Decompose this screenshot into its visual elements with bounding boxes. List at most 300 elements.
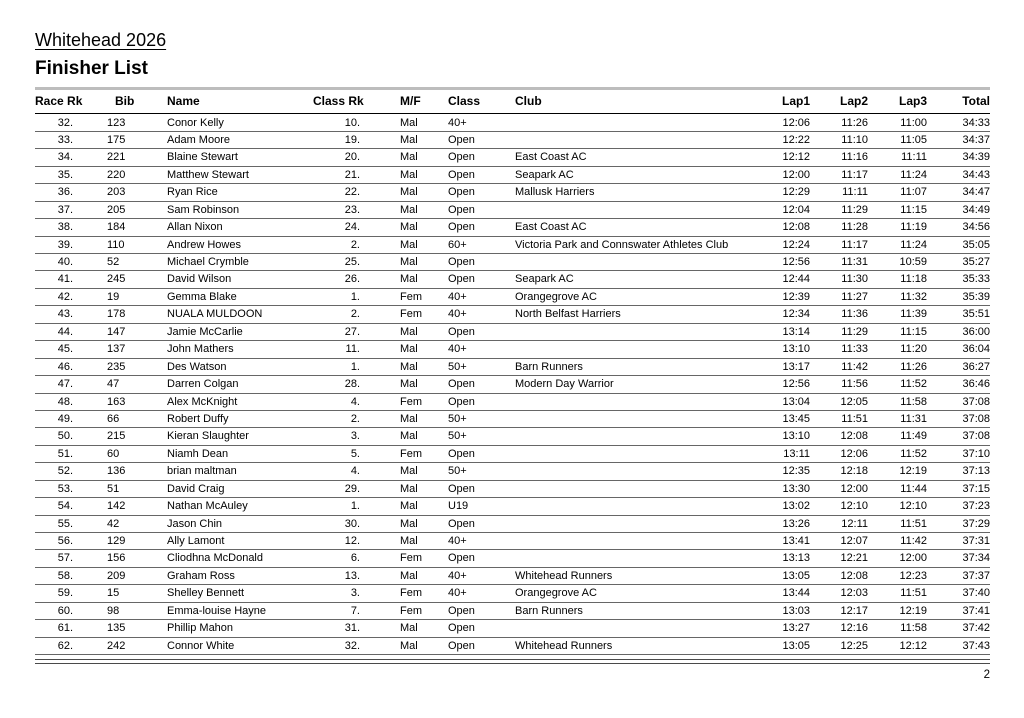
cell-total: 35:05 (962, 238, 990, 251)
cell-lap1: 12:12 (782, 151, 810, 164)
cell-lap1: 12:22 (782, 133, 810, 146)
cell-race-rank: 52. (57, 465, 73, 478)
cell-race-rank: 62. (57, 639, 73, 652)
cell-name: Kieran Slaughter (167, 430, 249, 443)
cell-class-rank: 3. (350, 430, 360, 443)
cell-class: Open (448, 639, 475, 652)
table-row (35, 603, 990, 620)
cell-total: 37:08 (962, 395, 990, 408)
cell-class: 40+ (448, 308, 467, 321)
cell-lap2: 12:08 (840, 430, 868, 443)
cell-lap1: 13:26 (782, 517, 810, 530)
cell-class: Open (448, 186, 475, 199)
cell-lap1: 13:44 (782, 587, 810, 600)
cell-total: 37:08 (962, 430, 990, 443)
cell-class: 40+ (448, 116, 467, 129)
cell-name: Darren Colgan (167, 378, 239, 391)
cell-bib: 15 (107, 587, 120, 600)
cell-name: Gemma Blake (167, 290, 237, 303)
cell-total: 37:15 (962, 482, 990, 495)
cell-lap1: 12:24 (782, 238, 810, 251)
column-header-total: Total (962, 94, 990, 108)
cell-name: Nathan McAuley (167, 500, 248, 513)
cell-class: Open (448, 151, 475, 164)
table-row (35, 463, 990, 480)
cell-mf: Mal (400, 151, 418, 164)
cell-race-rank: 41. (57, 273, 73, 286)
cell-lap3: 11:51 (900, 587, 927, 600)
cell-club: Whitehead Runners (515, 569, 613, 582)
cell-lap3: 10:59 (899, 256, 927, 268)
cell-class: 50+ (448, 430, 467, 443)
cell-lap1: 12:04 (782, 203, 810, 216)
cell-class: 40+ (448, 587, 467, 600)
cell-lap1: 12:34 (782, 308, 810, 321)
cell-name: Emma-louise Hayne (167, 604, 267, 617)
cell-mf: Mal (400, 378, 418, 391)
cell-race-rank: 37. (57, 203, 73, 216)
cell-lap1: 13:04 (782, 395, 810, 408)
cell-name: Ryan Rice (167, 186, 218, 199)
cell-lap2: 11:11 (842, 186, 868, 199)
cell-class-rank: 32. (344, 639, 360, 652)
table-row (35, 202, 990, 219)
cell-race-rank: 39. (57, 238, 73, 251)
cell-class: 40+ (448, 569, 467, 582)
cell-lap3: 11:00 (900, 116, 927, 129)
table-row (35, 289, 990, 306)
cell-class: Open (448, 552, 475, 565)
cell-lap3: 11:24 (900, 168, 927, 181)
cell-lap1: 12:56 (782, 378, 810, 391)
cell-class-rank: 6. (350, 552, 360, 565)
cell-mf: Mal (400, 343, 418, 356)
cell-lap1: 13:10 (782, 430, 810, 443)
cell-club: Whitehead Runners (515, 639, 613, 652)
cell-class: Open (448, 604, 475, 617)
cell-lap1: 12:06 (782, 116, 810, 129)
cell-lap1: 13:11 (783, 447, 810, 460)
cell-class-rank: 26. (344, 273, 360, 286)
cell-lap3: 11:11 (901, 151, 927, 164)
cell-bib: 47 (107, 378, 120, 391)
cell-lap2: 12:18 (840, 465, 868, 478)
cell-lap3: 11:20 (900, 343, 927, 356)
cell-bib: 60 (107, 447, 120, 460)
cell-lap2: 12:11 (841, 517, 868, 530)
cell-total: 36:04 (962, 343, 990, 356)
page-title: Finisher List (35, 58, 148, 79)
cell-race-rank: 50. (57, 430, 73, 443)
cell-club: Seapark AC (515, 168, 574, 181)
cell-mf: Mal (400, 256, 418, 268)
cell-lap2: 12:00 (840, 482, 868, 495)
cell-lap2: 11:29 (841, 203, 868, 216)
cell-class: 40+ (448, 343, 467, 356)
cell-total: 34:37 (962, 133, 990, 146)
cell-race-rank: 55. (57, 517, 73, 530)
cell-class-rank: 20. (344, 151, 360, 164)
cell-name: Sam Robinson (167, 203, 240, 216)
cell-name: John Mathers (167, 343, 234, 356)
cell-name: David Craig (167, 482, 225, 495)
cell-lap1: 13:45 (782, 412, 810, 425)
cell-name: Conor Kelly (167, 116, 224, 129)
cell-mf: Mal (400, 500, 418, 513)
cell-bib: 245 (107, 273, 126, 286)
cell-class: Open (448, 133, 475, 146)
cell-mf: Mal (400, 482, 418, 495)
table-row (35, 167, 990, 184)
cell-name: Michael Crymble (167, 256, 249, 268)
cell-race-rank: 33. (57, 133, 73, 146)
cell-mf: Mal (400, 569, 418, 582)
cell-class-rank: 3. (350, 587, 360, 600)
column-header-mf: M/F (400, 94, 421, 108)
cell-lap2: 11:29 (841, 325, 868, 338)
cell-class: Open (448, 482, 475, 495)
cell-race-rank: 61. (57, 622, 73, 635)
column-header-class: Class (448, 94, 481, 108)
cell-club: East Coast AC (515, 221, 587, 234)
cell-mf: Mal (400, 238, 418, 251)
cell-name: Alex McKnight (167, 395, 238, 408)
column-header-club: Club (515, 94, 542, 108)
cell-club: North Belfast Harriers (515, 308, 621, 321)
cell-name: Ally Lamont (167, 535, 225, 547)
cell-mf: Fem (400, 447, 422, 460)
cell-race-rank: 58. (57, 569, 73, 582)
cell-bib: 110 (107, 238, 125, 251)
cell-lap1: 12:08 (782, 221, 810, 234)
cell-class: Open (448, 325, 475, 338)
table-row (35, 237, 990, 254)
table-row (35, 550, 990, 567)
cell-lap1: 13:05 (782, 569, 810, 582)
table-row (35, 324, 990, 341)
cell-lap2: 11:17 (841, 238, 868, 251)
cell-lap2: 12:17 (840, 604, 868, 617)
cell-lap1: 13:17 (782, 360, 810, 373)
cell-club: Orangegrove AC (515, 290, 597, 303)
table-row (35, 341, 990, 358)
cell-race-rank: 34. (57, 151, 73, 164)
cell-total: 37:31 (962, 535, 990, 547)
cell-name: Niamh Dean (167, 447, 229, 460)
cell-total: 35:27 (962, 256, 990, 268)
cell-total: 34:43 (962, 168, 990, 181)
cell-class: 40+ (448, 535, 467, 547)
table-row (35, 254, 990, 271)
column-header-lap2: Lap2 (839, 94, 868, 108)
cell-name: Robert Duffy (167, 412, 229, 425)
cell-mf: Fem (400, 552, 422, 565)
cell-class-rank: 1. (350, 500, 360, 513)
cell-class: Open (448, 221, 475, 234)
cell-club: Seapark AC (515, 273, 574, 286)
cell-name: Jamie McCarlie (167, 325, 243, 338)
cell-bib: 142 (107, 500, 126, 513)
cell-name: Des Watson (167, 360, 227, 373)
cell-class: 50+ (448, 465, 467, 478)
cell-name: Blaine Stewart (167, 151, 238, 164)
table-row (35, 533, 990, 550)
cell-total: 36:27 (962, 360, 990, 373)
cell-bib: 221 (107, 151, 126, 164)
cell-mf: Mal (400, 116, 418, 129)
cell-mf: Mal (400, 412, 418, 425)
cell-bib: 129 (107, 535, 126, 547)
cell-lap3: 11:58 (900, 395, 927, 408)
cell-mf: Mal (400, 133, 418, 146)
cell-lap3: 11:44 (900, 482, 927, 495)
cell-club: Mallusk Harriers (515, 186, 595, 199)
cell-lap1: 12:35 (782, 465, 810, 478)
cell-race-rank: 43. (57, 308, 73, 321)
cell-mf: Fem (400, 587, 422, 600)
cell-lap1: 12:00 (782, 168, 810, 181)
table-row (35, 498, 990, 515)
cell-race-rank: 36. (57, 186, 73, 199)
cell-class-rank: 22. (344, 186, 360, 199)
table-row (35, 481, 990, 498)
cell-total: 34:56 (962, 221, 990, 234)
table-row (35, 306, 990, 323)
table-row (35, 271, 990, 288)
cell-lap1: 12:56 (782, 256, 810, 268)
cell-name: Andrew Howes (167, 238, 241, 251)
cell-club: Modern Day Warrior (515, 378, 614, 391)
cell-lap3: 11:05 (900, 133, 927, 146)
cell-race-rank: 48. (57, 395, 73, 408)
cell-lap3: 11:15 (900, 325, 927, 338)
cell-lap2: 11:56 (841, 378, 868, 391)
cell-total: 34:33 (962, 116, 990, 129)
cell-class: 60+ (448, 238, 467, 251)
cell-class-rank: 24. (344, 221, 360, 234)
cell-total: 34:49 (962, 203, 990, 216)
table-row (35, 638, 990, 655)
cell-class: Open (448, 447, 475, 460)
table-row (35, 568, 990, 585)
cell-name: Connor White (167, 639, 235, 652)
cell-lap1: 13:41 (782, 535, 810, 547)
cell-lap2: 12:03 (840, 587, 868, 600)
cell-bib: 203 (107, 186, 126, 199)
cell-lap1: 13:30 (782, 482, 810, 495)
cell-name: Adam Moore (167, 133, 230, 146)
table-row (35, 149, 990, 166)
cell-race-rank: 57. (57, 552, 73, 565)
cell-mf: Mal (400, 430, 418, 443)
cell-lap2: 11:33 (841, 343, 868, 356)
cell-bib: 52 (107, 256, 120, 268)
cell-lap3: 11:32 (900, 290, 927, 303)
cell-bib: 215 (107, 430, 126, 443)
cell-bib: 235 (107, 360, 126, 373)
cell-club: Victoria Park and Connswater Athletes Club (515, 238, 729, 251)
cell-lap2: 11:17 (841, 168, 868, 181)
cell-lap2: 11:27 (841, 290, 868, 303)
cell-bib: 209 (107, 569, 126, 582)
cell-lap3: 11:42 (900, 535, 927, 547)
cell-bib: 242 (107, 639, 126, 652)
cell-class: 50+ (448, 360, 467, 373)
column-header-class-rank: Class Rk (313, 94, 364, 108)
cell-lap3: 11:07 (900, 186, 927, 199)
cell-race-rank: 44. (57, 325, 73, 338)
cell-name: NUALA MULDOON (167, 308, 263, 321)
table-row (35, 428, 990, 445)
cell-lap2: 11:51 (841, 412, 868, 425)
cell-lap2: 11:10 (841, 133, 868, 146)
cell-total: 37:42 (962, 622, 990, 635)
table-row (35, 376, 990, 393)
table-header-row (35, 90, 990, 114)
cell-bib: 66 (107, 412, 120, 425)
cell-bib: 163 (107, 395, 126, 408)
cell-lap2: 11:16 (841, 151, 868, 164)
cell-lap1: 13:10 (782, 343, 810, 356)
cell-lap1: 13:13 (782, 552, 810, 565)
cell-lap2: 11:30 (841, 273, 868, 286)
cell-lap2: 12:25 (840, 639, 868, 652)
cell-race-rank: 53. (57, 482, 73, 495)
cell-race-rank: 45. (57, 343, 73, 356)
cell-race-rank: 56. (57, 535, 73, 547)
cell-name: David Wilson (167, 273, 232, 286)
table-row (35, 184, 990, 201)
cell-bib: 123 (107, 116, 126, 129)
cell-class-rank: 29. (344, 482, 360, 495)
cell-lap3: 12:23 (899, 569, 927, 582)
cell-mf: Mal (400, 535, 418, 547)
cell-lap3: 11:19 (900, 221, 927, 234)
cell-total: 37:08 (962, 412, 990, 425)
cell-name: Phillip Mahon (167, 622, 234, 635)
cell-lap3: 12:10 (899, 500, 927, 513)
table-row (35, 446, 990, 463)
cell-class: U19 (448, 500, 469, 513)
cell-lap2: 12:05 (840, 395, 868, 408)
table-row (35, 132, 990, 149)
cell-name: Shelley Bennett (167, 587, 245, 600)
cell-race-rank: 42. (57, 290, 73, 303)
cell-name: brian maltman (167, 465, 237, 478)
cell-mf: Mal (400, 221, 418, 234)
cell-mf: Fem (400, 604, 422, 617)
cell-lap1: 13:05 (782, 639, 810, 652)
cell-race-rank: 40. (57, 256, 73, 268)
cell-race-rank: 54. (57, 500, 73, 513)
cell-total: 36:00 (962, 325, 990, 338)
table-row (35, 394, 990, 411)
cell-class-rank: 2. (350, 412, 360, 425)
cell-lap1: 12:39 (782, 290, 810, 303)
page-number: 2 (983, 669, 990, 681)
cell-bib: 147 (107, 325, 126, 338)
cell-name: Graham Ross (167, 569, 235, 582)
cell-name: Cliodhna McDonald (167, 552, 263, 565)
cell-class-rank: 10. (344, 116, 360, 129)
cell-total: 37:40 (962, 587, 990, 600)
cell-class: Open (448, 395, 475, 408)
cell-club: Barn Runners (515, 604, 583, 617)
cell-lap1: 13:03 (782, 604, 810, 617)
cell-bib: 51 (107, 482, 120, 495)
cell-mf: Fem (400, 308, 422, 321)
cell-lap3: 11:39 (900, 308, 927, 321)
cell-lap1: 12:44 (782, 273, 810, 286)
cell-lap2: 12:07 (840, 535, 868, 547)
cell-lap3: 11:52 (900, 447, 927, 460)
cell-lap3: 12:12 (899, 639, 927, 652)
cell-lap1: 13:27 (782, 622, 810, 635)
cell-class: Open (448, 273, 475, 286)
cell-bib: 205 (107, 203, 126, 216)
cell-lap3: 11:26 (900, 360, 927, 373)
column-header-name: Name (167, 94, 200, 108)
cell-bib: 19 (107, 290, 120, 303)
cell-total: 35:33 (962, 273, 990, 286)
cell-race-rank: 60. (57, 604, 73, 617)
cell-class-rank: 21. (344, 168, 360, 181)
cell-total: 37:37 (962, 569, 990, 582)
cell-lap2: 11:26 (841, 116, 868, 129)
table-row (35, 620, 990, 637)
cell-name: Jason Chin (167, 517, 223, 530)
event-title: Whitehead 2026 (35, 30, 167, 50)
cell-race-rank: 32. (57, 116, 73, 129)
cell-class-rank: 2. (350, 308, 360, 321)
cell-lap3: 11:52 (900, 378, 927, 391)
cell-race-rank: 46. (57, 360, 73, 373)
cell-lap3: 11:24 (900, 238, 927, 251)
cell-mf: Mal (400, 168, 418, 181)
footer-rule (35, 659, 990, 664)
cell-lap1: 13:14 (782, 325, 810, 338)
cell-lap2: 12:08 (840, 569, 868, 582)
cell-class: Open (448, 203, 475, 216)
cell-race-rank: 51. (57, 447, 73, 460)
cell-club: Barn Runners (515, 360, 583, 373)
cell-name: Matthew Stewart (167, 168, 249, 181)
table-body (35, 115, 990, 656)
cell-bib: 175 (107, 133, 126, 146)
column-header-race-rank: Race Rk (35, 94, 83, 108)
table-row (35, 585, 990, 602)
cell-mf: Mal (400, 465, 418, 478)
cell-class-rank: 19. (344, 133, 360, 146)
cell-race-rank: 35. (57, 168, 73, 181)
cell-total: 34:39 (962, 151, 990, 164)
cell-class: 50+ (448, 412, 467, 425)
table-row (35, 516, 990, 533)
cell-bib: 178 (107, 308, 126, 321)
cell-bib: 156 (107, 552, 126, 565)
cell-class: Open (448, 256, 475, 268)
cell-total: 35:39 (962, 290, 990, 303)
cell-class: Open (448, 622, 475, 635)
cell-class-rank: 13. (344, 569, 360, 582)
cell-mf: Mal (400, 517, 418, 530)
cell-lap3: 12:19 (899, 604, 927, 617)
cell-bib: 136 (107, 465, 126, 478)
cell-mf: Mal (400, 639, 418, 652)
cell-race-rank: 59. (57, 587, 73, 600)
cell-total: 35:51 (962, 308, 990, 321)
cell-class-rank: 1. (350, 360, 360, 373)
